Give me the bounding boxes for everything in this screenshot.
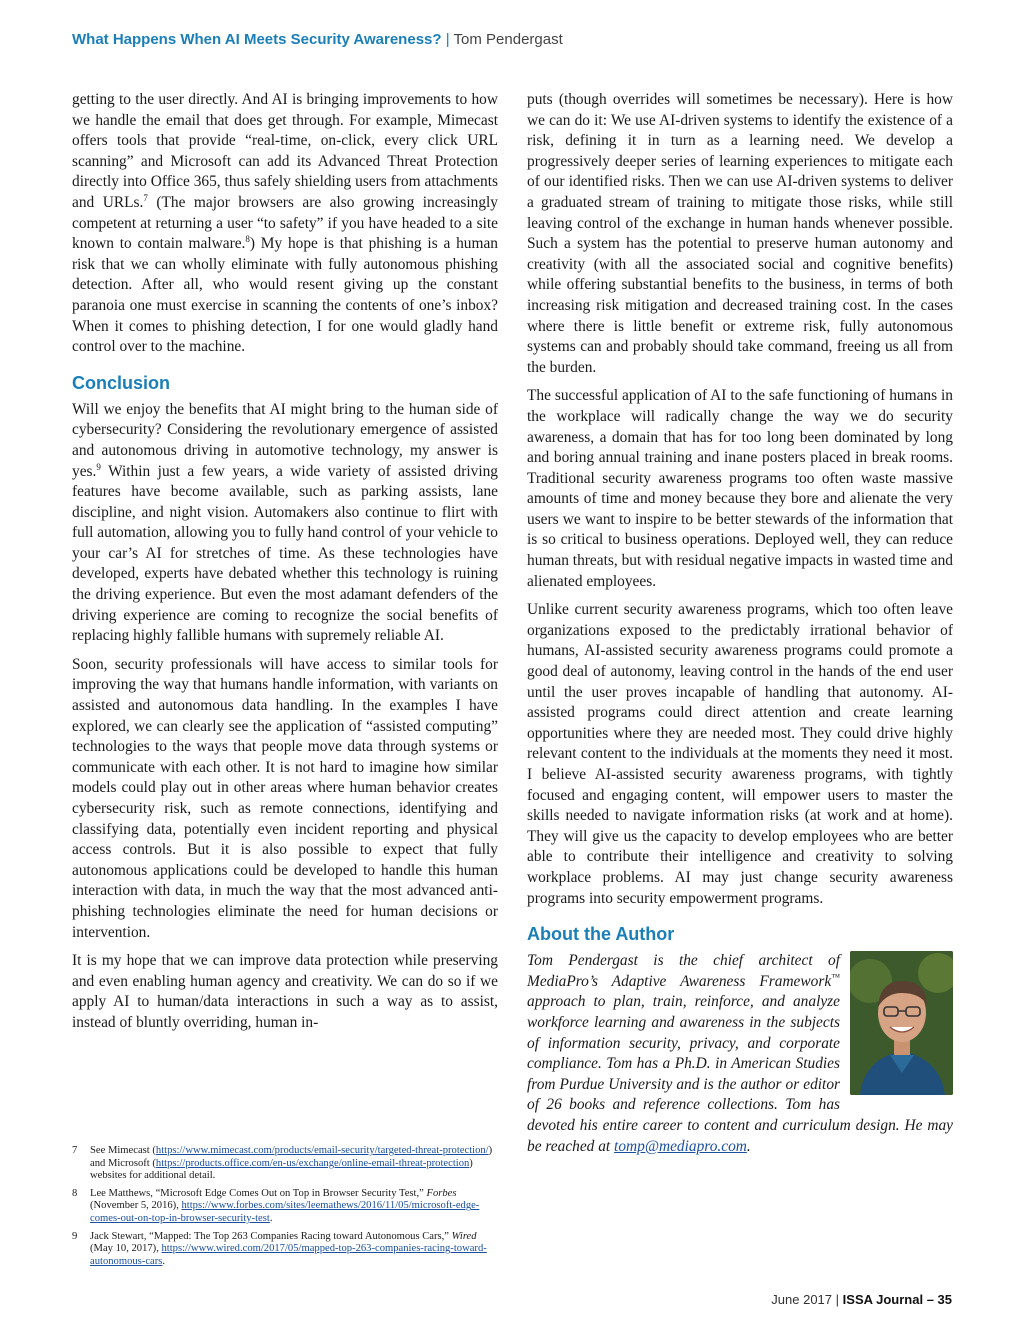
author-portrait-icon: [850, 951, 953, 1095]
header-author: Tom Pendergast: [453, 31, 563, 48]
right-column: [527, 90, 953, 1165]
paragraph: Will we enjoy the benefits that AI might bring to the human side of cybersecurity? Considering the revolutionary emergence of assisted and autonomous driving in automotive technology, my answer is yes.$^9$ Within just a few years, a wide variety of assisted driving features have become available, such as parking assists, lane discipline, and night vision. Automakers also continue to flirt with full automation, allowing you to fully hand control of your vehicle to your car’s AI for stretches of time. As these technologies have developed, experts have debated whether this technology is ruining the driving experience. But even the most adamant defenders of the driving experience are coming to recognize the social benefits of replacing highly fallible humans with supremely reliable AI.: [72, 400, 498, 645]
author-photo: [850, 951, 953, 1095]
footer-date: June 2017: [771, 1292, 833, 1307]
header-title: What Happens When AI Meets Security Awareness?: [72, 31, 442, 48]
footnote-link[interactable]: https://www.wired.com/2017/05/mapped-top-263-companies-racing-toward-autonomous-cars: [90, 1243, 487, 1267]
paragraph: Unlike current security awareness programs, which too often leave organizations exposed to the predictably irrational behavior of humans, AI-assisted security awareness programs could promote a good deal of autonomy, leaving control in the hands of the end user until the user proves incapable of handling that autonomy. AI-assisted programs could direct attention and create learning opportunities where they are needed most. They could drive highly relevant content to the individuals at the moments they need it most. I believe AI-assisted security awareness programs, with tightly focused and engaging content, will empower users to master the skills needed to navigate information risks (at work and at home). They will give us the capacity to develop employees who are better able to contribute their intelligence and creativity to solving workplace problems. AI may just change security awareness programs into security empowerment programs.: [527, 601, 953, 907]
conclusion-heading: Conclusion: [72, 372, 170, 393]
footer-journal: ISSA Journal – 35: [842, 1292, 952, 1307]
footnote-link[interactable]: https://www.forbes.com/sites/leemathews/2016/11/05/microsoft-edge-comes-out-on-top-in-browser-security-test: [90, 1200, 480, 1224]
footer-separator: |: [835, 1292, 840, 1307]
footnote-ref[interactable]: 8: [245, 234, 250, 245]
author-bio: [527, 951, 953, 1157]
header-separator: |: [445, 31, 450, 48]
left-column: [72, 90, 498, 1042]
author-bio-text: Tom Pendergast is the chief architect of MediaPro’s Adaptive Awareness Framework™ approach to plan, train, reinforce, and analyze workforce learning and awareness in the subjects of information security, privacy, and corporate compliance. Tom has a Ph.D. in American Studies from Purdue University and is the author or editor of 26 books and reference collections. Tom has devoted his entire career to content and curriculum design. He may be reached at tomp@mediapro.com.: [527, 952, 953, 1155]
about-author-heading: About the Author: [527, 924, 675, 945]
paragraph: It is my hope that we can improve data protection while preserving and even enabling human agency and creativity. We can do so if we apply AI to human/data interactions in such a way as to assist, instead of bluntly overriding, human in-: [72, 952, 498, 1031]
footnote: 7 See Mimecast (https://www.mimecast.com/products/email-security/targeted-threat-protection/) and Microsoft (https://products.office.com/en-us/exchange/online-email-threat-protection) websites for additional detail.: [72, 1145, 493, 1182]
paragraph: The successful application of AI to the safe functioning of humans in the workplace will radically change the way we do security awareness, a domain that has for too long been dominated by long and boring annual training and inane posters placed in break rooms. Traditional security awareness programs too often waste massive amounts of time and money because they bore and alienate the very users we want to inspire to be better stewards of the information that is so critical to business operations. Deployed well, they can reduce human threats, but with residual negative impacts in wasted time and alienated employees.: [527, 387, 953, 590]
footnote-link[interactable]: https://www.mimecast.com/products/email-security/targeted-threat-protection/: [155, 1145, 489, 1156]
author-email-link[interactable]: tomp@mediapro.com: [614, 1137, 747, 1155]
paragraph: Soon, security professionals will have access to similar tools for improving the way that humans handle information, with variants on assisted and autonomous data handling. In the examples I have explored, we can clearly see the application of “assisted computing” technologies to the ways that people move data through systems or communicate with each other. It is not hard to imagine how similar models could play out in other areas where human behavior creates cybersecurity risk, such as remote connections, identifying and classifying data, potentially even incident reporting and physical access controls. But it is also possible to expect that fully autonomous applications could be developed to handle this human interaction with data, in much the way that the most advanced anti-phishing technologies eliminate the need for human decisions or intervention.: [72, 655, 498, 941]
paragraph: getting to the user directly. And AI is bringing improvements to how we handle the email that does get through. For example, Mimecast offers tools that provide “real-time, on-click, every click URL scanning” and Microsoft can add its Advanced Threat Protection directly into Office 365, thus safely shielding users from attachments and URLs.$^7$ (The major browsers are also growing increasingly competent at returning a user “to safety” if you have headed to a site known to contain malware.$^8$) My hope is that phishing is a human risk that we can wholly eliminate with fully autonomous phishing detection. After all, who would resent giving up the constant paranoia one must exercise in scanning the contents of one’s inbox? When it comes to phishing detection, I for one would gladly hand control over to the machine.: [72, 91, 498, 356]
footnote-link[interactable]: https://products.office.com/en-us/exchange/online-email-threat-protection: [155, 1157, 470, 1169]
footnotes: [72, 1145, 498, 1273]
footnote-ref[interactable]: 9: [96, 461, 101, 472]
running-header: [72, 30, 952, 50]
footnote-ref[interactable]: 7: [143, 192, 148, 203]
page-footer: [771, 1292, 952, 1307]
paragraph: puts (though overrides will sometimes be necessary). Here is how we can do it: We use AI-driven systems to identify the existence of a risk, defining it in turn as a learning need. We develop a progressively deeper series of learning experiences to mitigate each of our identified risks. Then we can use AI-driven systems to deliver a graduated stream of training to mitigate those risks, while still leaving control of the exchange in human hands whenever possible. Such a system has the potential to preserve human autonomy and creativity (with all the associated social and cognitive benefits) while offering substantial benefits to the business, in terms of both increasing risk mitigation and decreased training cost. In the cases where there is little benefit or extreme risk, fully autonomous systems can and probably should take command, freeing us all from the burden.: [527, 91, 953, 376]
footnote: 9 Jack Stewart, “Mapped: The Top 263 Companies Racing toward Autonomous Cars,” Wired (May 10, 2017), https://www.wired.com/2017/05/mapped-top-263-companies-racing-toward-autonomous-cars.: [72, 1230, 487, 1267]
footnote: 8 Lee Matthews, “Microsoft Edge Comes Out on Top in Browser Security Test,” Forbes (November 5, 2016), https://www.forbes.com/sites/leemathews/2016/11/05/microsoft-edge-comes-out-on-top-in-browser-security-test.: [72, 1187, 480, 1224]
